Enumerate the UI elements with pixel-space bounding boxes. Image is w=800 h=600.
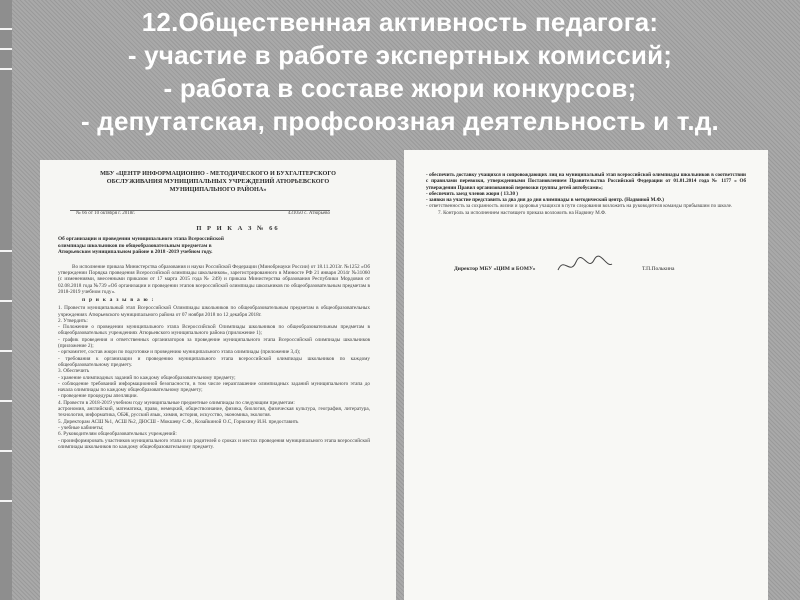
order-item: - Положение о проведении муниципального этапа Всероссийской Олимпиады школьников по общеобразовательным предметам в общеобразовательных учреждениях Атюрьевского муниципального района (приложение 1); (58, 324, 370, 337)
order-item: - проведение процедуры апелляции. (58, 393, 138, 400)
order-item: - обеспечить доставку учащихся и сопровождающих лиц на муниципальный этап всероссийской олимпиады школьников в соответствии с правилами перевозки, утвержденными Постановлением Правительства Российской Федерации от 01.01.2014 года № 1177 « Об утверждении Правил организованной перевозки группы детей автобусами»; (426, 172, 746, 191)
order-body (58, 264, 370, 450)
doc-header-block (40, 160, 396, 194)
order-item: - заявки на участие представить за два дня до дня олимпиады в методический центр. (Надвиной М.Ф.) (426, 197, 665, 204)
signature-scribble (554, 254, 614, 276)
order-item: - соблюдение требований информационной безопасности, в том числе неразглашение олимпиадных заданий муниципального этапа до начала олимпиады по каждому общеобразовательному предмету; (58, 380, 370, 394)
order-item: - проинформировать участников муниципального этапа и их родителей о сроках и местах проведения муниципального этапа всероссийской олимпиады школьников по каждому общеобразовательному предмету. (58, 437, 370, 450)
order-item: - требования к организации и проведению муниципального этапа всероссийской олимпиады школьников по каждому общеобразовательному предмету. (58, 355, 370, 368)
order-item: 1. Провести муниципальный этап Всероссийской Олимпиады школьников по общеобразовательным предметам в общеобразовательных учреждениях Атюрьевского муниципального района от 07 ноября 2018 по 12 декабря 2018г. (58, 305, 370, 318)
order-continuation (426, 172, 746, 216)
signature-title: Директор МБУ «ЦИМ и БОМУ» (454, 266, 536, 272)
title-line-2: - участие в работе экспертных комиссий; (127, 40, 673, 70)
order-item: - оргкомитет, состав жюри по подготовке и проведению муниципального этапа олимпиады (приложение 3,4); (58, 349, 301, 356)
order-item: - ответственность за сохранность жизни и здоровья учащихся в пути следования возложить на руководителя команды прибывшим по школе. (426, 203, 733, 210)
order-title: П Р И К А З № 66 (196, 225, 280, 232)
order-item: - график проведения и ответственных организаторов за проведение муниципального этапа Всероссийской олимпиады школьников (приложение 2); (58, 336, 370, 350)
order-item: 5. Директорам АСШ №1, АСШ №2, ДЮСШ - Мокшеву С.Ф., Козайкиной О.С, Горюхину И.Н. предоставить (58, 418, 299, 425)
order-document-page-2 (404, 150, 768, 600)
order-item: - учебные кабинеты; (58, 424, 104, 431)
title-line-3: - работа в составе жюри конкурсов; (163, 73, 637, 103)
order-item: 7. Контроль за исполнением настоящего приказа возложить на Надвину М.Ф. (438, 209, 607, 216)
signature-name: Т.П.Полькина (642, 266, 675, 272)
order-intro: Во исполнение приказа Министерства образования и науки Российской Федерации (Минобрнауки России) от 18.11.2013г. №1252 «Об утверждении Порядка проведения Всероссийской олимпиады школьников», зарегистрированного в Минюсте РФ 21 января 2014г №31060 (с изменениями, внесенными приказом от 17 марта 2015 года № 249) и приказа Министерства образования Республики Мордовия от 02.08.2018 года №739 «Об организации и проведении этапов всероссийской олимпиады школьников по общеобразовательным предметам в 2018-2019 учебном году». (58, 263, 370, 295)
title-line-4: - депутатская, профсоюзная деятельность и т.д. (81, 106, 719, 136)
header-rule (70, 210, 330, 211)
order-item: астрономия, английский, математика, право, немецкий, обществознание, физика, биология, физическая культура, география, литература, технология, информатика, ОБЖ, русский язык, химия, история, искусство, экономика, экология. (58, 406, 370, 419)
doc-address: 431050 с. Атюрьево (287, 211, 330, 216)
doc-header: МБУ «ЦЕНТР ИНФОРМАЦИОННО - МЕТОДИЧЕСКОГО И БУХГАЛТЕРСКОГО ОБСЛУЖИВАНИЯ МУНИЦИПАЛЬНЫХ УЧРЕЖДЕНИЙ АТЮРЬЕВСКОГО МУНИЦИПАЛЬНОГО РАЙОНА» (100, 170, 336, 193)
title-line-1: 12.Общественная активность педагога: (141, 7, 659, 37)
order-item: 2. Утвердить: (58, 317, 88, 324)
slide-title (0, 6, 800, 138)
doc-date: № 66 от 10 октября г. 2018г. (76, 211, 135, 216)
order-item: 6. Руководителям общеобразовательных учреждений: (58, 431, 177, 438)
order-item: - хранение олимпиадных заданий по каждому общеобразовательному предмету; (58, 374, 236, 381)
doc-meta (70, 210, 336, 217)
order-item: - обеспечить заезд членов жюри ( 13.30 ) (426, 190, 518, 197)
order-item: 4. Провести в 2018-2019 учебном году муниципальные предметные олимпиады по следующим предметам: (58, 399, 295, 406)
order-document-page-1 (40, 160, 396, 600)
order-item: 3. Обеспечить (58, 368, 90, 375)
order-preamble: Об организации и проведении муниципального этапа Всероссийской олимпиады школьников по общеобразовательным предметам в Атюрьевском муниципальном районе в 2018 -2019 учебном году. (58, 236, 224, 256)
order-command: п р и к а з ы в а ю : (82, 297, 155, 304)
